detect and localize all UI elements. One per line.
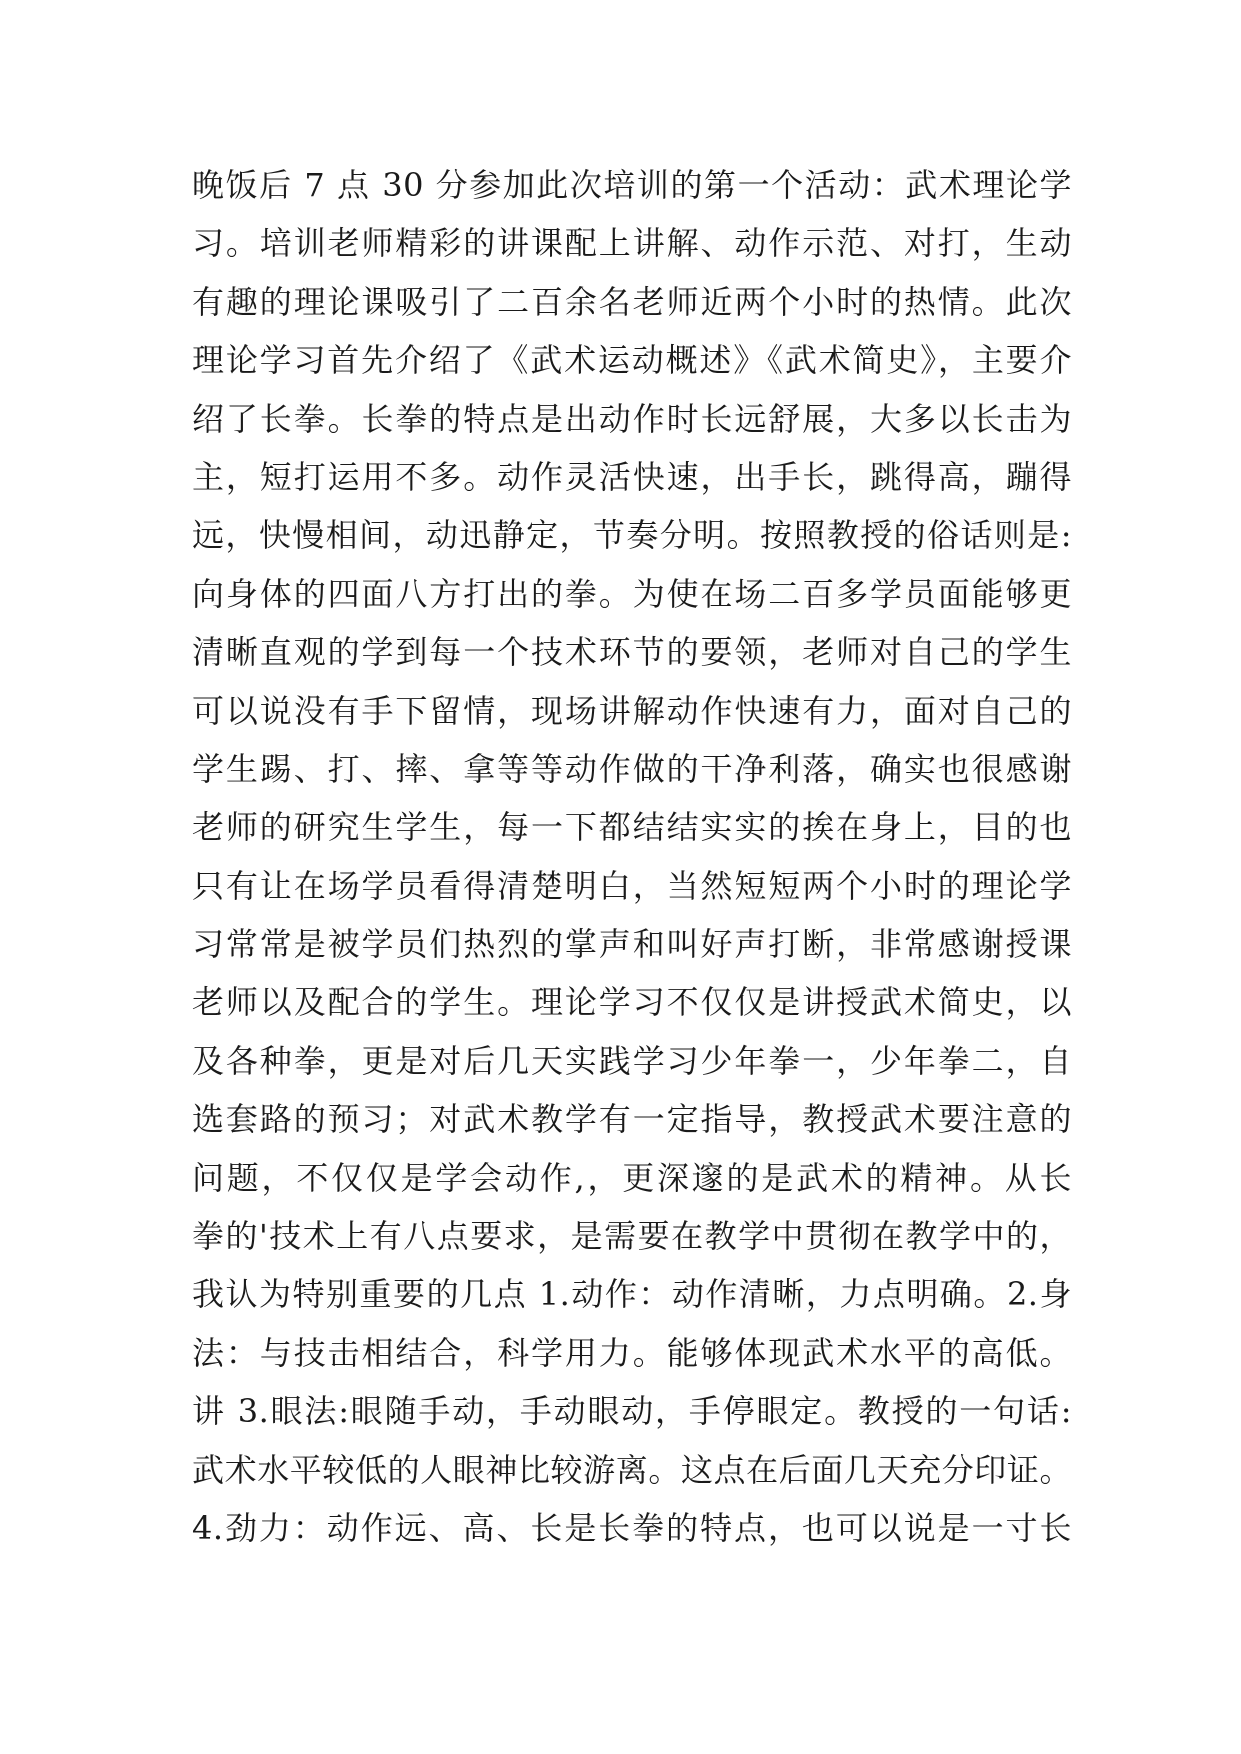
text-line: 绍了长拳。长拳的特点是出动作时长远舒展，大多以长击为 [192, 399, 1072, 438]
text-line: 远，快慢相间，动迅静定，节奏分明。按照教授的俗话则是: [192, 516, 1072, 555]
text-line: 4.劲力：动作远、高、长是长拳的特点，也可以说是一寸长 [192, 1508, 1072, 1547]
text-line: 习。培训老师精彩的讲课配上讲解、动作示范、对打，生动 [192, 224, 1072, 263]
text-line: 我认为特别重要的几点 1.动作：动作清晰，力点明确。2.身 [192, 1275, 1072, 1314]
text-line: 向身体的四面八方打出的拳。为使在场二百多学员面能够更 [192, 574, 1072, 613]
text-line: 武术水平较低的人眼神比较游离。这点在后面几天充分印证。 [192, 1450, 1072, 1489]
text-line: 习常常是被学员们热烈的掌声和叫好声打断，非常感谢授课 [192, 925, 1072, 964]
text-line: 学生踢、打、摔、拿等等动作做的干净利落，确实也很感谢 [192, 749, 1072, 788]
text-line: 老师以及配合的学生。理论学习不仅仅是讲授武术简史，以 [192, 983, 1072, 1022]
text-line: 晚饭后 7 点 30 分参加此次培训的第一个活动：武术理论学 [192, 166, 1072, 204]
text-line: 可以说没有手下留情，现场讲解动作快速有力，面对自己的 [192, 691, 1072, 730]
text-line: 及各种拳，更是对后几天实践学习少年拳一，少年拳二，自 [192, 1041, 1072, 1080]
text-line: 讲 3.眼法:眼随手动，手动眼动，手停眼定。教授的一句话: [192, 1392, 1072, 1431]
text-line: 问题，不仅仅是学会动作,，更深邃的是武术的精神。从长 [192, 1158, 1072, 1197]
text-line: 拳的'技术上有八点要求，是需要在教学中贯彻在教学中的， [192, 1217, 1072, 1256]
text-line: 选套路的预习；对武术教学有一定指导，教授武术要注意的 [192, 1100, 1072, 1139]
text-line: 老师的研究生学生，每一下都结结实实的挨在身上，目的也 [192, 808, 1072, 847]
text-line: 有趣的理论课吸引了二百余名老师近两个小时的热情。此次 [192, 282, 1072, 321]
text-line: 主，短打运用不多。动作灵活快速，出手长，跳得高，蹦得 [192, 457, 1072, 496]
body-paragraph [192, 156, 1072, 1557]
text-line: 只有让在场学员看得清楚明白，当然短短两个小时的理论学 [192, 866, 1072, 905]
text-line: 清晰直观的学到每一个技术环节的要领，老师对自己的学生 [192, 633, 1072, 672]
text-line: 理论学习首先介绍了《武术运动概述》《武术简史》，主要介 [192, 341, 1072, 380]
text-line: 法：与技击相结合，科学用力。能够体现武术水平的高低。 [192, 1333, 1072, 1372]
